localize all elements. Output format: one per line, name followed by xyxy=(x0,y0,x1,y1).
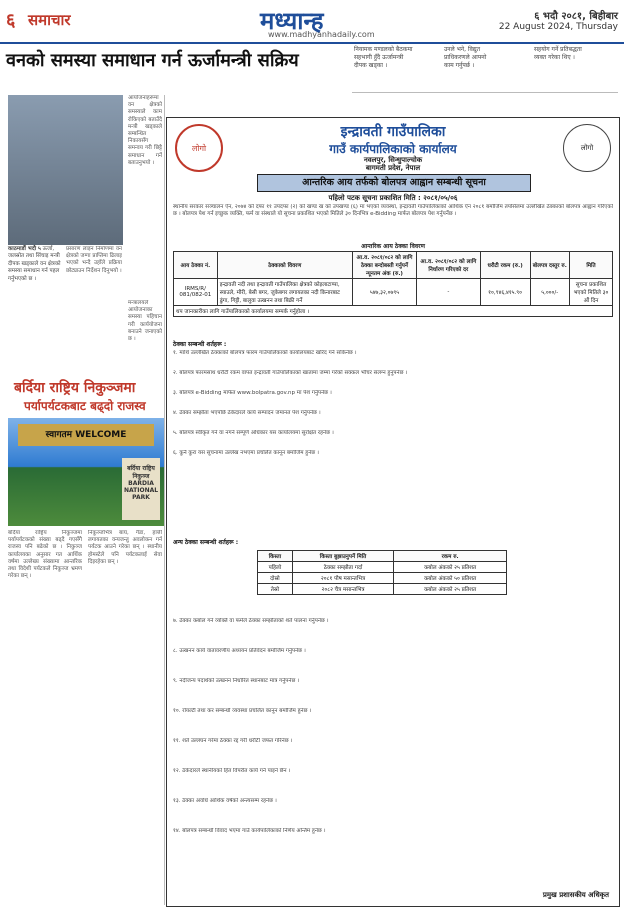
article-headline: वनको समस्या समाधान गर्न ऊर्जामन्त्री सक्रिय xyxy=(6,50,299,71)
table-row xyxy=(258,584,507,595)
province: बागमती प्रदेश, नेपाल xyxy=(365,164,421,172)
photo-caption xyxy=(8,246,64,361)
emblem-logo: लोगो xyxy=(175,124,223,172)
article-body: आयोजनाहरूमा वन क्षेत्रको समस्याले काम रोकिएको बताउँदै मन्त्री खड्काले सम्बन्धित निकायसँग समन्वय गरी छिट्टै समाधान गर्ने बताउनुभयो । xyxy=(128,95,162,166)
article-headline: बर्दिया राष्ट्रिय निकुञ्जमा xyxy=(14,380,136,396)
table-cell: १०,९४६,४१५.९० xyxy=(480,279,530,306)
table-cell: २०८२ चैत्र मसान्तभित्र xyxy=(292,584,393,595)
table-cell: ५४७,३२,०७९५ xyxy=(352,279,416,306)
article-body: निकुञ्जभित्र बाघ, गैँडा, हात्ती लगायतका वन्यजन्तु अवलोकन गर्न पर्यटक आउने गरेका छन् । स्थानीय होमस्टेले पनि पर्यटकलाई सेवा दिइरहेका छन् । xyxy=(88,530,162,565)
tender-table xyxy=(173,251,613,317)
table-cell: २०८१ पौष मसान्तभित्र xyxy=(292,573,393,584)
condition-item: ९. नदीजन्य पदार्थको उत्खनन निर्धारित स्थानबाट मात्र गर्नुपर्नेछ । xyxy=(173,678,300,684)
condition-item: ५. बोलपत्र स्वीकृत गर्ने वा नगर्ने सम्पूर्ण अधिकार यस कार्यालयमा सुरक्षित रहनेछ । xyxy=(173,430,334,436)
website: www.madhyanhadaily.com xyxy=(268,30,375,39)
public-notice xyxy=(166,117,620,907)
article-subheadline: पर्यापर्यटकबाट बढ्दो राजस्व xyxy=(24,399,146,413)
payment-heading: अन्य ठेक्का सम्बन्धी शर्तहरू : xyxy=(173,539,239,546)
table-cell: कबोल अंकको ५० प्रतिशत xyxy=(394,573,507,584)
table-header: आय ठेक्का नं. xyxy=(174,252,218,279)
park-board: बर्दिया राष्ट्रिय निकुञ्ज BARDIA NATIONAL PARK xyxy=(122,458,160,520)
notice-subtitle: पहिलो पटक सूचना प्रकाशित मिति : २०८१/०५/०६ xyxy=(328,194,458,202)
notice-intro: स्थानीय सरकार सञ्चालन ऐन, २०७४ को दफा ११ उपदफा (२) को खण्ड ख को उपखण्ड (६) मा भएको व्यवस्था, इन्द्रावती गाउँपालिकाको आर्थिक ऐन २०८१ बमोजिम तपसिलमा उल्लेखित ठेक्काको बोलपत्र आह्वान गरिएको छ । बोलपत्र पेश गर्न इच्छुक व्यक्ति, फर्म वा संस्थाले यो सूचना प्रकाशित भएको मितिले ३० दिनभित्र e-Bidding मार्फत बोलपत्र पेश गर्नुपर्नेछ । xyxy=(173,204,613,218)
table-note: थप जानकारीका लागि गाउँपालिकाको कार्यालयमा सम्पर्क गर्नुहोला । xyxy=(174,306,613,317)
date-english: 22 August 2024, Thursday xyxy=(498,22,618,32)
meeting-photo xyxy=(8,95,123,245)
conditions-heading: ठेक्का सम्बन्धी शर्तहरू : xyxy=(173,341,227,348)
condition-item: १२. ठेकेदारले स्थानीयको हित विपरीत कार्य गर्न पाइने छैन । xyxy=(173,768,291,774)
article-body: मन्त्रालयले आयोजनाका समस्या पहिचान गरी कार्ययोजना बनाउने जनाएको छ । xyxy=(128,300,162,343)
payment-table xyxy=(257,550,507,595)
table-cell: दोस्रो xyxy=(258,573,293,584)
table-header: रकम रु. xyxy=(394,551,507,562)
table-header: मिति xyxy=(569,252,612,279)
strip-column: नियामक मण्डलको बैठकमा सहभागी हुँदै ऊर्जामन्त्री दीपक खड्का । xyxy=(354,46,413,69)
table-cell: ५,०००/- xyxy=(530,279,569,306)
park-gate-photo xyxy=(8,418,164,526)
section-label: समाचार xyxy=(28,11,71,29)
strip-column: उनले भने, विद्युत प्राधिकरणले आफ्नो काम गर्नुपर्छ । xyxy=(444,46,487,69)
condition-item: २. बोलपत्र फारमसाथ धरौटी रकम वापत इन्द्रावती गाउँपालिकाको खातामा जम्मा गरेको सक्कल भौचर संलग्न हुनुपर्नेछ । xyxy=(173,370,408,376)
table-row xyxy=(174,279,613,306)
condition-item: १४. बोलपत्र सम्बन्धी विवाद भएमा गाउँ कार्यपालिकाको निर्णय अन्तिम हुनेछ । xyxy=(173,828,326,834)
condition-item: १३. ठेक्का अवधि आर्थिक वर्षको अन्त्यसम्म रहनेछ । xyxy=(173,798,277,804)
table-cell: सूचना प्रकाशित भएको मितिले ३० औं दिन xyxy=(569,279,612,306)
article-body: प्रसारण लाइन निर्माणमा वन क्षेत्रको जग्गा प्राप्तिमा ढिलाइ भएको भन्दै उहाँले प्रक्रिया छोट्याउन निर्देशन दिनुभयो । xyxy=(66,246,122,274)
table-header: आ.व. २०८१/०८२ को लागि ठेक्का बन्दोबस्ती गर्नुपर्ने न्यूनतम अंक (रु.) xyxy=(352,252,416,279)
table-cell: तेस्रो xyxy=(258,584,293,595)
date-nepali: ६ भदौ २०८१, बिहीबार xyxy=(534,11,618,22)
table-header: किस्ता xyxy=(258,551,293,562)
table-header: ठेक्काको विवरण xyxy=(217,252,352,279)
municipality-seal: लोगो xyxy=(563,124,611,172)
condition-item: १०. रोयल्टी तथा कर सम्बन्धी व्यवस्था प्रचलित कानून बमोजिम हुनेछ । xyxy=(173,708,312,714)
gate-sign: स्वागतम WELCOME xyxy=(18,424,154,446)
article-body: बर्दिया राष्ट्रिय निकुञ्जमा पर्यापर्यटकको संख्या बढ्दै गएसँगै राजस्व पनि बढेको छ । निकुञ्ज कार्यालयका अनुसार गत आर्थिक वर्षमा उल्लेख्य संख्यामा आन्तरिक तथा विदेशी पर्यटकले निकुञ्ज भ्रमण गरेका छन् । xyxy=(8,530,82,580)
table-header: आ.व. २०८१/०८२ को लागि निर्धारण गरिएको दर xyxy=(417,252,481,279)
table-header: किस्ता बुझाउनुपर्ने मिति xyxy=(292,551,393,562)
table-cell: IRMS/R/ 081/082-01 xyxy=(174,279,218,306)
top-strip xyxy=(352,46,618,93)
table-row xyxy=(258,573,507,584)
table-cell: ठेक्का सम्झौता गर्दा xyxy=(292,562,393,573)
masthead xyxy=(0,0,624,44)
table-caption: आन्तरिक आय ठेक्का विवरण xyxy=(361,243,425,250)
table-header: बोलपत्र दस्तुर रु. xyxy=(530,252,569,279)
caption-text: ऊर्जा, जलस्रोत तथा सिंचाइ मन्त्री दीपक खड्काले वन क्षेत्रको समस्या समाधान गर्न पहल गर्नुभएको छ । xyxy=(8,246,61,282)
table-cell: पहिलो xyxy=(258,562,293,573)
table-cell: कबोल अंकको २५ प्रतिशत xyxy=(394,562,507,573)
table-header: धरौटी रकम (रु.) xyxy=(480,252,530,279)
table-cell: इन्द्रावती नदी तथा इन्द्रावती गाउँपालिका क्षेत्रको कोइलाटाप्पा, स्याउले, मौरी, बेसी बगर, जुकेबगर लगायतका नदी किनारबाट ढुंगा, गिट्टी, बालुवा उत्खनन तथा बिक्री गर्ने xyxy=(217,279,352,306)
address: नवलपुर, सिन्धुपाल्चोक xyxy=(363,156,423,164)
office-name: गाउँ कार्यपालिकाको कार्यालय xyxy=(329,142,457,156)
newspaper-logo: मध्यान्ह xyxy=(260,6,324,35)
table-cell: - xyxy=(417,279,481,306)
condition-item: १. माथि उल्लेखित ठेक्काको बोलपत्र फारम गाउँपालिकाको कार्यालयबाट खरिद गर्न सकिनेछ । xyxy=(173,350,357,356)
page-number: ६ xyxy=(6,10,16,31)
condition-item: ३. बोलपत्र e-Bidding मार्फत www.bolpatra.gov.np मा पेश गर्नुपर्नेछ । xyxy=(173,390,332,396)
caption-dateline: काठमाडौं भदौ ५ xyxy=(8,246,41,252)
condition-item: ६. कुनै कुरा यस सूचनामा उल्लेख नभएमा प्रचलित कानून बमोजिम हुनेछ । xyxy=(173,450,319,456)
condition-item: ४. ठेक्का सम्झौता भएपछि ठेकेदारले कार्य सम्पादन जमानत पेश गर्नुपर्नेछ । xyxy=(173,410,321,416)
condition-item: ७. ठेक्का कबोल गर्ने व्यक्ति वा फर्मले ठेक्का सम्झौताको शर्त पालना गर्नुपर्नेछ । xyxy=(173,618,329,624)
strip-column: सहयोग गर्ने प्रतिबद्धता व्यक्त गरेका थिए । xyxy=(534,46,582,61)
org-name: इन्द्रावती गाउँपालिका xyxy=(340,124,446,140)
signature: प्रमुख प्रशासकीय अधिकृत xyxy=(542,891,609,899)
condition-item: ८. उत्खनन कार्य वातावरणीय अध्ययन प्रतिवेदन बमोजिम गर्नुपर्नेछ । xyxy=(173,648,306,654)
condition-item: ११. शर्त उल्लंघन गरेमा ठेक्का रद्द गरी धरौटी जफत गरिनेछ । xyxy=(173,738,293,744)
column-divider xyxy=(164,95,165,905)
table-cell: कबोल अंकको २५ प्रतिशत xyxy=(394,584,507,595)
table-row xyxy=(258,562,507,573)
notice-title: आन्तरिक आय तर्फको बोलपत्र आह्वान सम्बन्धी सूचना xyxy=(257,174,531,192)
